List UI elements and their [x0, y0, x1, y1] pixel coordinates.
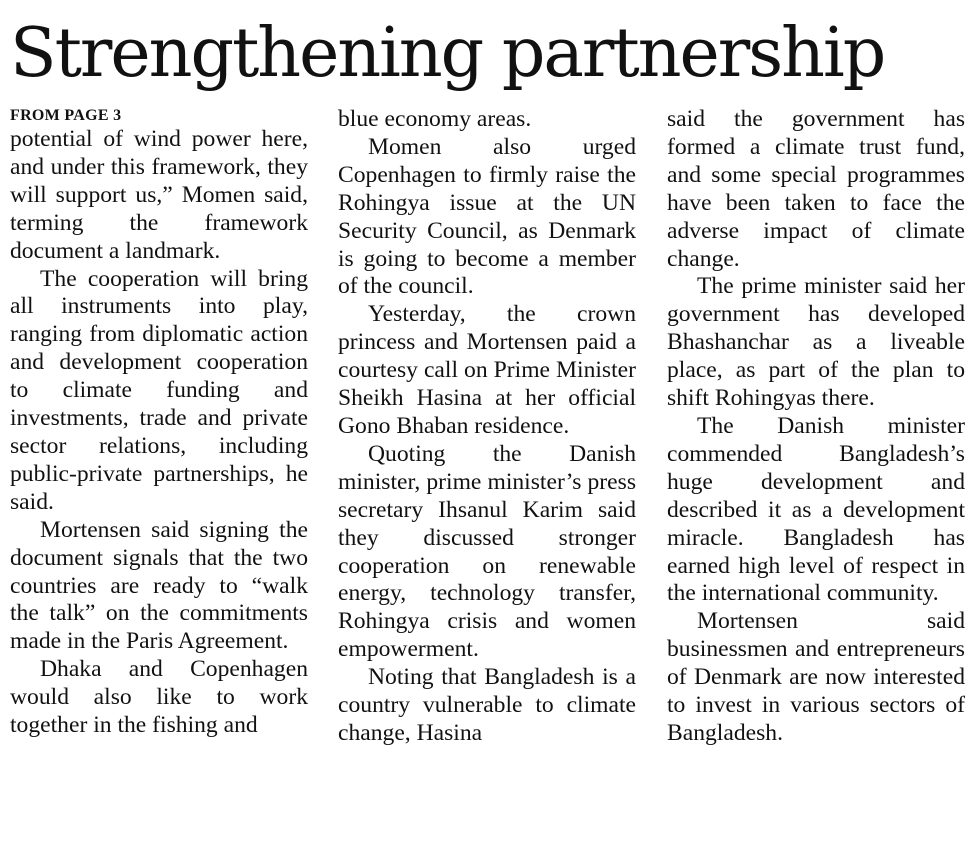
article-column-1	[10, 106, 308, 740]
article-paragraph: said the government has formed a climate trust fund, and some special programmes have been taken to face the adverse impact of climate change.	[667, 106, 965, 272]
article-paragraph: Quoting the Danish minister, prime minister’s press secretary Ihsanul Karim said they discussed stronger cooperation on renewable energy, technology transfer, Rohingya crisis and women empowerment.	[338, 440, 636, 663]
article-column-2	[338, 106, 636, 748]
article-paragraph: The cooperation will bring all instruments into play, ranging from diplomatic action and development cooperation to climate funding and investments, trade and private sector relations, including public-private partnerships, he said.	[10, 265, 308, 515]
article-paragraph: The prime minister said her government has developed Bhashanchar as a liveable place, as part of the plan to shift Rohingyas there.	[667, 273, 965, 412]
article-headline: Strengthening partnership	[10, 14, 885, 93]
article-paragraph: Momen also urged Copenhagen to firmly raise the Rohingya issue at the UN Security Council, as Denmark is going to become a member of the council.	[338, 133, 636, 300]
article-paragraph: potential of wind power here, and under this framework, they will support us,” Momen said, terming the framework document a landmark.	[10, 126, 308, 264]
article-column-3	[667, 106, 965, 748]
article-paragraph: Noting that Bangladesh is a country vulnerable to climate change, Hasina	[338, 664, 636, 746]
article-paragraph: Dhaka and Copenhagen would also like to work together in the fishing and	[10, 656, 308, 739]
article-paragraph: Yesterday, the crown princess and Mortensen paid a courtesy call on Prime Minister Sheikh Hasina at her official Gono Bhaban residence.	[338, 301, 636, 439]
article-paragraph: The Danish minister commended Bangladesh’s huge development and described it as a development miracle. Bangladesh has earned high level of respect in the international community.	[667, 412, 965, 607]
article-paragraph: Mortensen said signing the document signals that the two countries are ready to “walk the talk” on the commitments made in the Paris Agreement.	[10, 516, 308, 655]
continuation-kicker: FROM PAGE 3	[10, 107, 122, 124]
article-paragraph: Mortensen said businessmen and entrepreneurs of Denmark are now interested to invest in various sectors of Bangladesh.	[667, 608, 965, 746]
article-paragraph: blue economy areas.	[338, 106, 532, 132]
